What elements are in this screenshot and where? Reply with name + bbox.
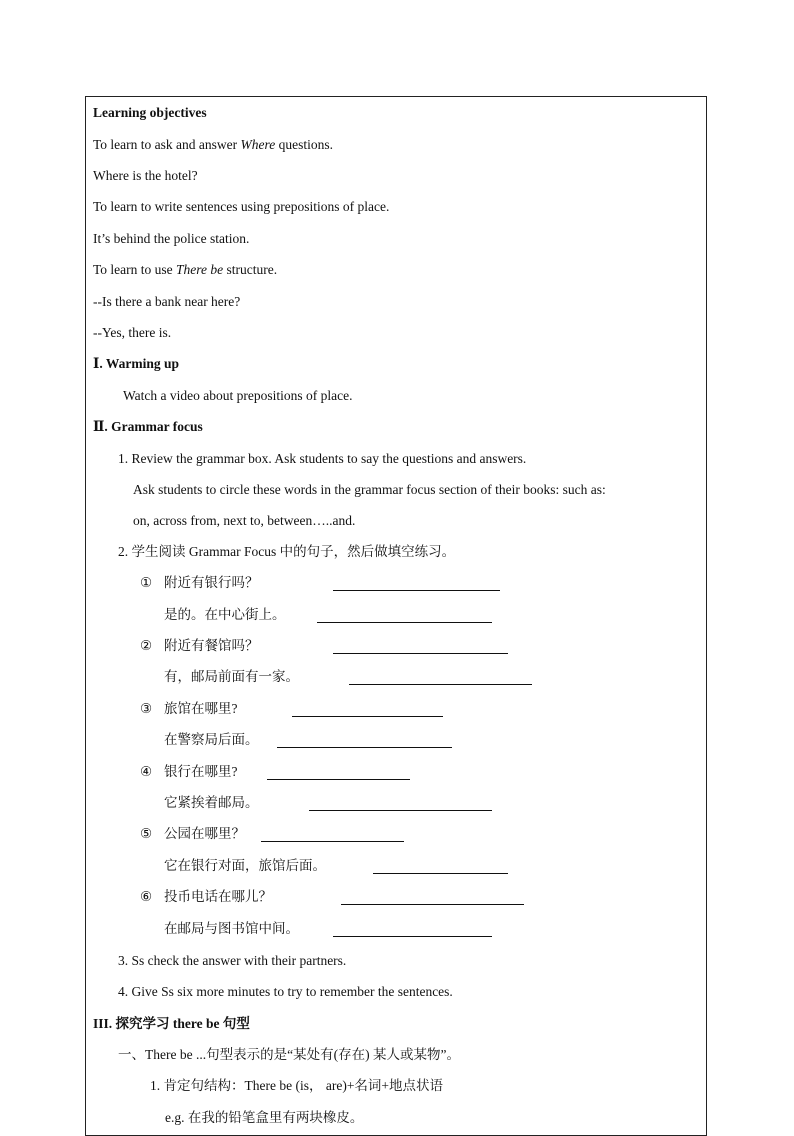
answer-blank[interactable] [261,829,404,842]
explore-heading: III. 探究学习 there be 句型 [93,1016,250,1031]
grammar-step-1-words: on, across from, next to, between…..and. [133,513,356,528]
explore-point-1: 一、There be ...句型表示的是“某处有(存在) 某人或某物”。 [118,1047,460,1062]
answer-blank[interactable] [349,672,532,685]
exercise-answer: 有，邮局前面有一家。 [164,669,299,684]
warming-heading: Ⅰ. Warming up [93,356,179,371]
grammar-step-1-detail: Ask students to circle these words in the grammar focus section of their books: such as: [133,482,606,497]
answer-blank[interactable] [373,861,508,874]
explore-example: e.g. 在我的铅笔盒里有两块橡皮。 [165,1110,364,1125]
objective-line-6: --Is there a bank near here? [93,294,241,309]
grammar-step-3: 3. Ss check the answer with their partners. [118,953,347,968]
grammar-step-4: 4. Give Ss six more minutes to try to remember the sentences. [118,984,453,999]
answer-blank[interactable] [341,892,524,905]
answer-blank[interactable] [317,610,492,623]
exercise-question: ⑤ 公园在哪里？ [140,826,245,841]
answer-blank[interactable] [309,798,492,811]
exercise-answer: 在警察局后面。 [164,732,259,747]
grammar-heading: Ⅱ. Grammar focus [93,419,203,434]
exercise-question: ④ 银行在哪里? [140,764,238,779]
explore-point-2: 1. 肯定句结构：There be (is， are)+名词+地点状语 [150,1078,444,1093]
grammar-step-1: 1. Review the grammar box. Ask students to say the questions and answers. [118,451,527,466]
objective-line-3: To learn to write sentences using prepositions of place. [93,199,390,214]
objectives-heading: Learning objectives [93,105,207,120]
objective-line-4: It’s behind the police station. [93,231,250,246]
exercise-question: ② 附近有餐馆吗？ [140,638,259,653]
objective-line-7: --Yes, there is. [93,325,172,340]
answer-blank[interactable] [333,641,508,654]
exercise-answer: 是的。在中心街上。 [164,607,286,622]
objective-line-1: To learn to ask and answer Where questions. [93,137,334,152]
answer-blank[interactable] [267,767,410,780]
objective-line-5: To learn to use There be structure. [93,262,278,277]
exercise-answer: 它在银行对面，旅馆后面。 [164,858,326,873]
exercise-question: ① 附近有银行吗？ [140,575,259,590]
answer-blank[interactable] [333,578,500,591]
grammar-step-2: 2. 学生阅读 Grammar Focus 中的句子，然后做填空练习。 [118,544,456,559]
exercise-question: ⑥ 投币电话在哪儿？ [140,889,272,904]
objective-line-2: Where is the hotel? [93,168,198,183]
answer-blank[interactable] [292,704,443,717]
exercise-answer: 它紧挨着邮局。 [164,795,259,810]
answer-blank[interactable] [333,924,492,937]
answer-blank[interactable] [277,735,452,748]
exercise-answer: 在邮局与图书馆中间。 [164,921,299,936]
warming-text: Watch a video about prepositions of place. [123,388,353,403]
exercise-question: ③ 旅馆在哪里? [140,701,238,716]
